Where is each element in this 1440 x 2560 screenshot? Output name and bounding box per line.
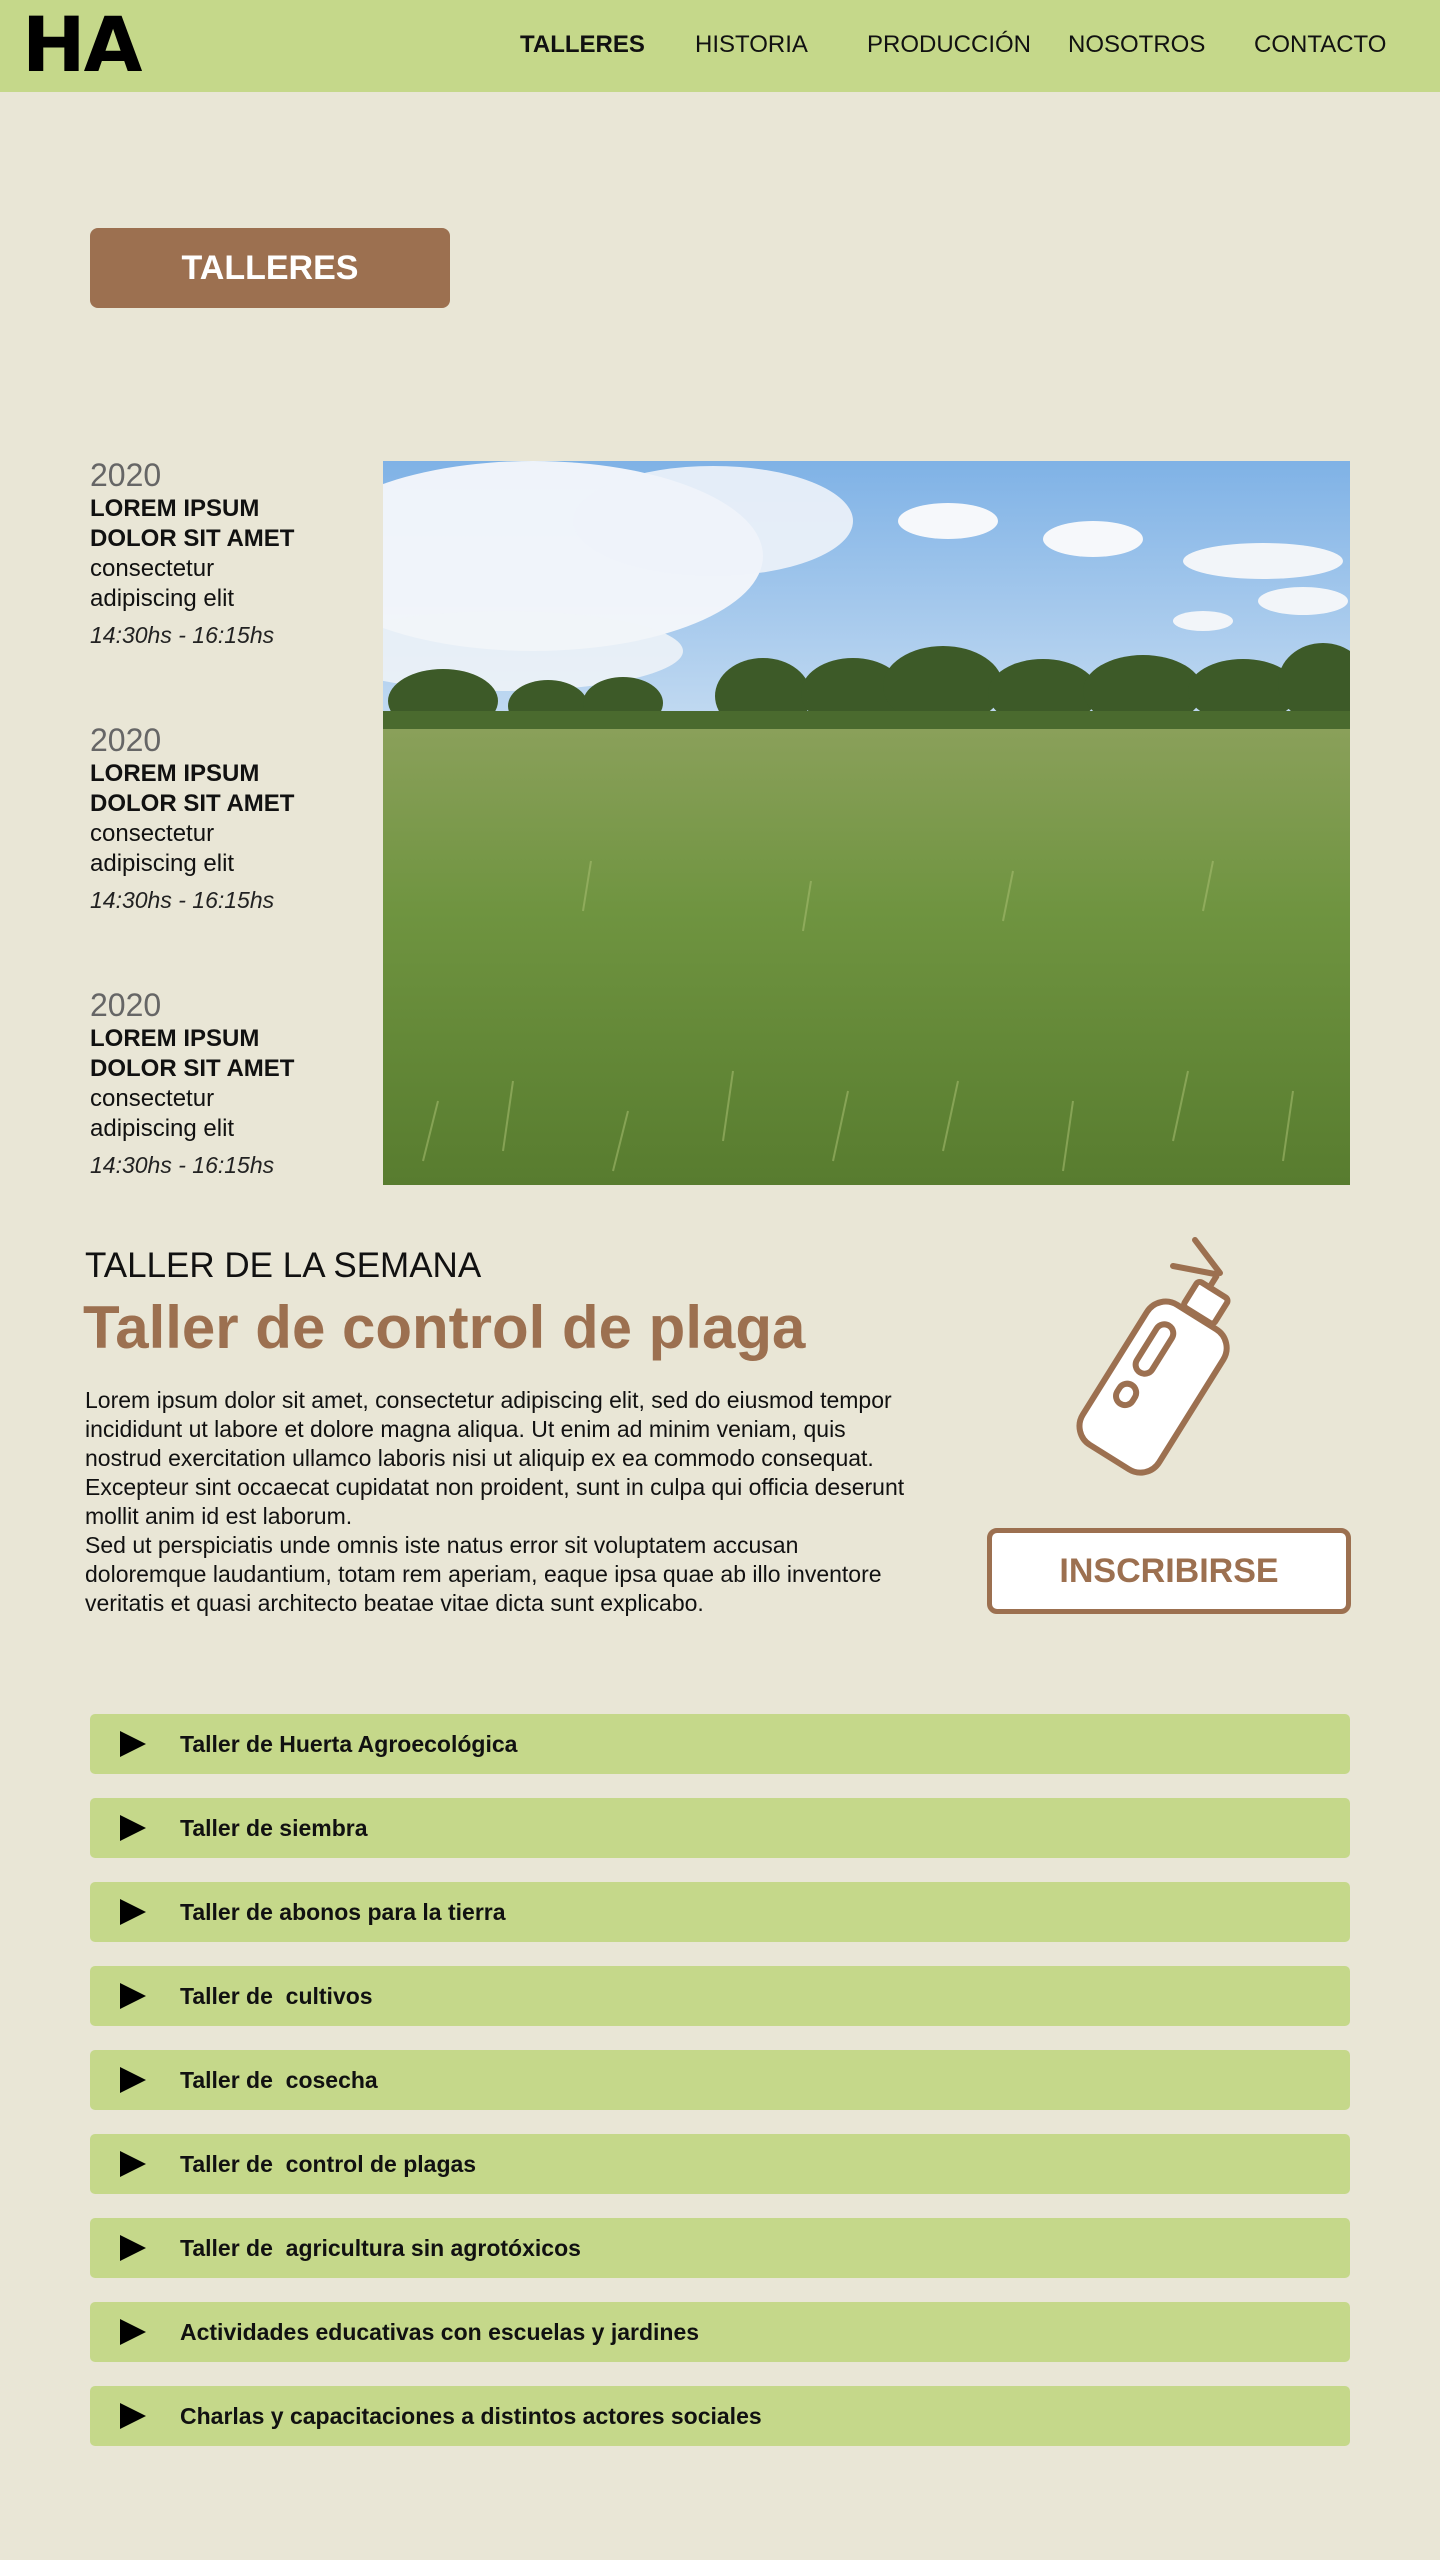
workshop-item[interactable]: [90, 2134, 1350, 2194]
workshop-item-label: Actividades educativas con escuelas y jardines: [180, 2319, 700, 2345]
workshop-item[interactable]: [90, 2386, 1350, 2446]
workshop-item[interactable]: [90, 1798, 1350, 1858]
play-icon: [120, 1731, 146, 1757]
workshop-item[interactable]: [90, 1966, 1350, 2026]
field-photo: [383, 461, 1350, 1185]
play-icon: [120, 2403, 146, 2429]
week-kicker: TALLER DE LA SEMANA: [85, 1246, 482, 1285]
schedule-entry: [90, 988, 380, 1180]
play-icon: [120, 2151, 146, 2177]
workshop-item-label: Taller de abonos para la tierra: [180, 1899, 506, 1925]
schedule-title: LOREM IPSUM DOLOR SIT AMET: [90, 495, 295, 552]
nav-nosotros[interactable]: NOSOTROS: [1068, 31, 1206, 58]
workshop-item-label: Taller de cultivos: [180, 1983, 373, 2009]
schedule-year: 2020: [90, 722, 162, 758]
play-icon: [120, 1983, 146, 2009]
workshop-item[interactable]: [90, 2050, 1350, 2110]
workshop-item-label: Taller de control de plagas: [180, 2151, 477, 2177]
schedule-year: 2020: [90, 457, 162, 493]
week-description: Lorem ipsum dolor sit amet, consectetur adipiscing elit, sed do eiusmod tempor incididunt ut labore et dolore magna aliqua. Ut enim ad minim veniam, quis nostrud exercitation ullamco laboris nisi ut aliquip ex ea commodo consequat. Excepteur sint occaecat cupidatat non proident, sunt in culpa qui officia deserunt mollit anim id est laborum. Sed ut perspiciatis unde omnis iste natus error sit voluptatem accusan doloremque laudantium, totam rem aperiam, eaque ipsa quae ab illo inventore veritatis et quasi architecto beatae vitae dicta sunt explicabo.: [85, 1387, 905, 1616]
workshop-item[interactable]: [90, 2302, 1350, 2362]
nav-contacto[interactable]: CONTACTO: [1254, 31, 1387, 58]
play-icon: [120, 2067, 146, 2093]
nav-talleres[interactable]: TALLERES: [520, 31, 645, 58]
play-icon: [120, 1815, 146, 1841]
top-navbar: [0, 0, 1440, 92]
schedule-title: LOREM IPSUM DOLOR SIT AMET: [90, 760, 295, 817]
schedule-year: 2020: [90, 987, 162, 1023]
schedule-time: 14:30hs - 16:15hs: [90, 1152, 275, 1178]
enroll-button[interactable]: INSCRIBIRSE: [987, 1528, 1351, 1614]
nav-historia[interactable]: HISTORIA: [695, 31, 808, 58]
workshop-item-label: Taller de siembra: [180, 1815, 368, 1841]
talleres-section-button[interactable]: TALLERES: [90, 228, 450, 308]
nav-produccion[interactable]: PRODUCCIÓN: [867, 31, 1032, 58]
spray-can-icon: [1065, 1228, 1265, 1490]
site-logo[interactable]: HA: [22, 0, 141, 89]
play-icon: [120, 1899, 146, 1925]
workshop-item-label: Charlas y capacitaciones a distintos actores sociales: [180, 2403, 762, 2429]
workshop-item-label: Taller de cosecha: [180, 2067, 378, 2093]
workshop-item[interactable]: [90, 1882, 1350, 1942]
workshop-item[interactable]: [90, 1714, 1350, 1774]
week-title: Taller de control de plaga: [83, 1294, 806, 1361]
play-icon: [120, 2235, 146, 2261]
schedule-description: consectetur adipiscing elit: [90, 820, 235, 877]
schedule-description: consectetur adipiscing elit: [90, 555, 235, 612]
workshop-item-label: Taller de agricultura sin agrotóxicos: [180, 2235, 581, 2261]
schedule-entry: [90, 458, 380, 650]
workshop-list: [90, 1714, 1350, 2470]
schedule-entry: [90, 723, 380, 915]
schedule-time: 14:30hs - 16:15hs: [90, 887, 275, 913]
schedule-time: 14:30hs - 16:15hs: [90, 622, 275, 648]
workshop-item[interactable]: [90, 2218, 1350, 2278]
schedule-title: LOREM IPSUM DOLOR SIT AMET: [90, 1025, 295, 1082]
workshop-item-label: Taller de Huerta Agroecológica: [180, 1731, 518, 1757]
schedule-description: consectetur adipiscing elit: [90, 1085, 235, 1142]
play-icon: [120, 2319, 146, 2345]
